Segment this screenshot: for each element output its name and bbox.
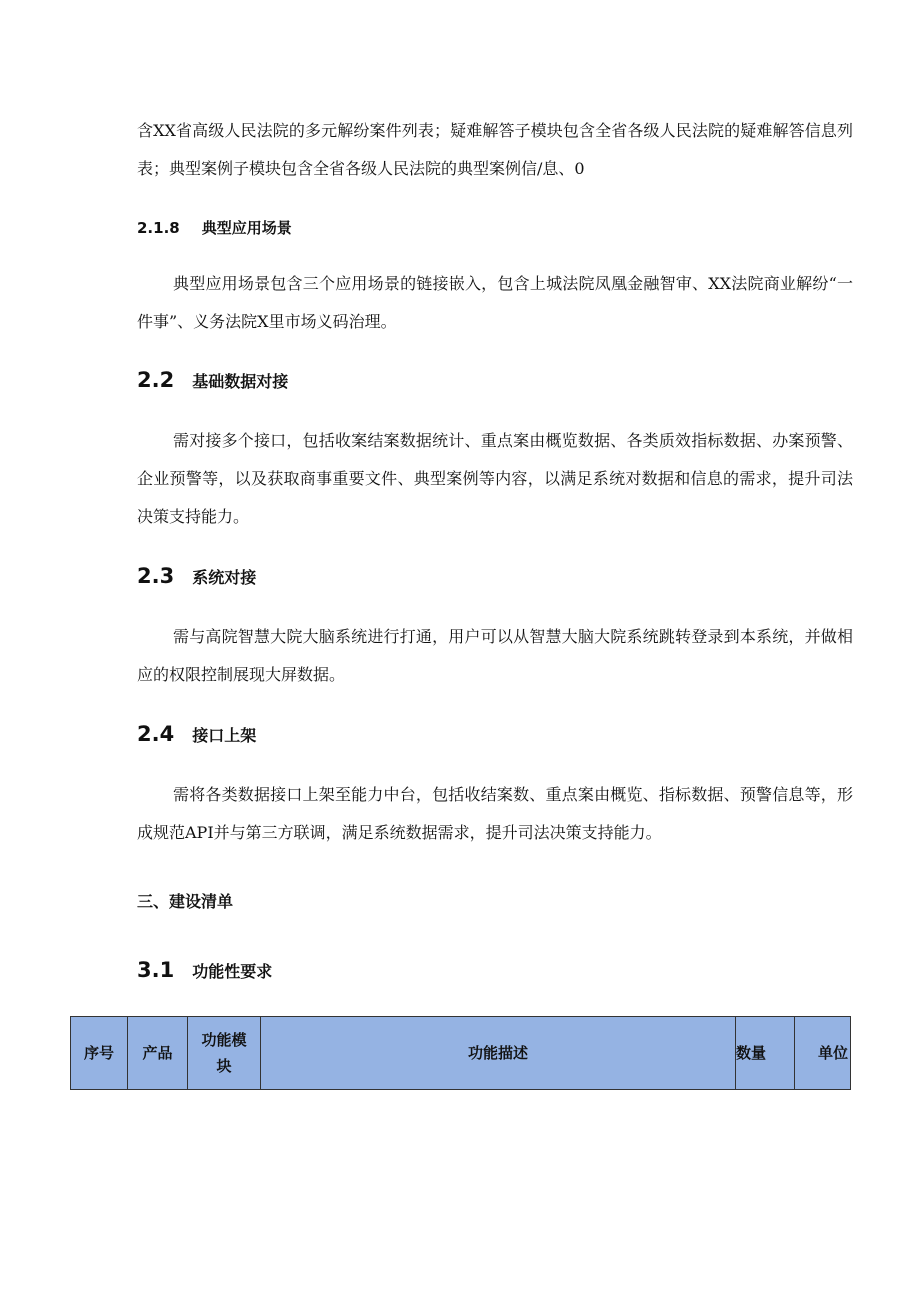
heading-title: 功能性要求 [192,962,273,981]
col-header-unit: 单位 [795,1017,851,1090]
heading-number: 2.1.8 [137,219,180,237]
heading-title: 基础数据对接 [192,372,289,391]
heading-3-1 [137,958,272,982]
system-paragraph: 需与高院智慧大院大脑系统进行打通，用户可以从智慧大脑大院系统跳转登录到本系统，并做相应的权限控制展现大屏数据。 [137,627,853,684]
col-header-module: 功能模块 [188,1017,261,1090]
intro-paragraph: 含XX省高级人民法院的多元解纷案件列表；疑难解答子模块包含全省各级人民法院的疑难解答信息列表；典型案例子模块包含全省各级人民法院的典型案例信/息、0 [137,121,853,178]
heading-number: 2.2 [137,368,175,392]
heading-2-2 [137,368,288,392]
col-header-product: 产品 [128,1017,188,1090]
heading-title: 接口上架 [192,726,257,745]
heading-title: 系统对接 [192,568,257,587]
col-header-index: 序号 [71,1017,128,1090]
heading-number: 2.4 [137,722,175,746]
table-header-row [71,1017,851,1090]
scenario-paragraph: 典型应用场景包含三个应用场景的链接嵌入，包含上城法院凤凰金融智审、XX法院商业解纷“一件事”、义务法院X里市场义码治理。 [137,274,853,331]
section-3-heading: 三、建设清单 [137,892,234,911]
heading-2-1-8 [137,217,292,238]
heading-number: 2.3 [137,564,175,588]
interface-paragraph: 需将各类数据接口上架至能力中台，包括收结案数、重点案由概览、指标数据、预警信息等，形成规范API并与第三方联调，满足系统数据需求，提升司法决策支持能力。 [137,785,853,842]
basic-data-paragraph: 需对接多个接口，包括收案结案数据统计、重点案由概览数据、各类质效指标数据、办案预警、企业预警等，以及获取商事重要文件、典型案例等内容，以满足系统对数据和信息的需求，提升司法决策支持能力。 [137,431,853,526]
heading-2-4 [137,722,256,746]
heading-2-3 [137,564,256,588]
requirements-table [70,1016,851,1090]
heading-number: 3.1 [137,958,175,982]
col-header-description: 功能描述 [261,1017,736,1090]
heading-title: 典型应用场景 [201,219,292,237]
col-header-quantity: 数量 [736,1017,795,1090]
